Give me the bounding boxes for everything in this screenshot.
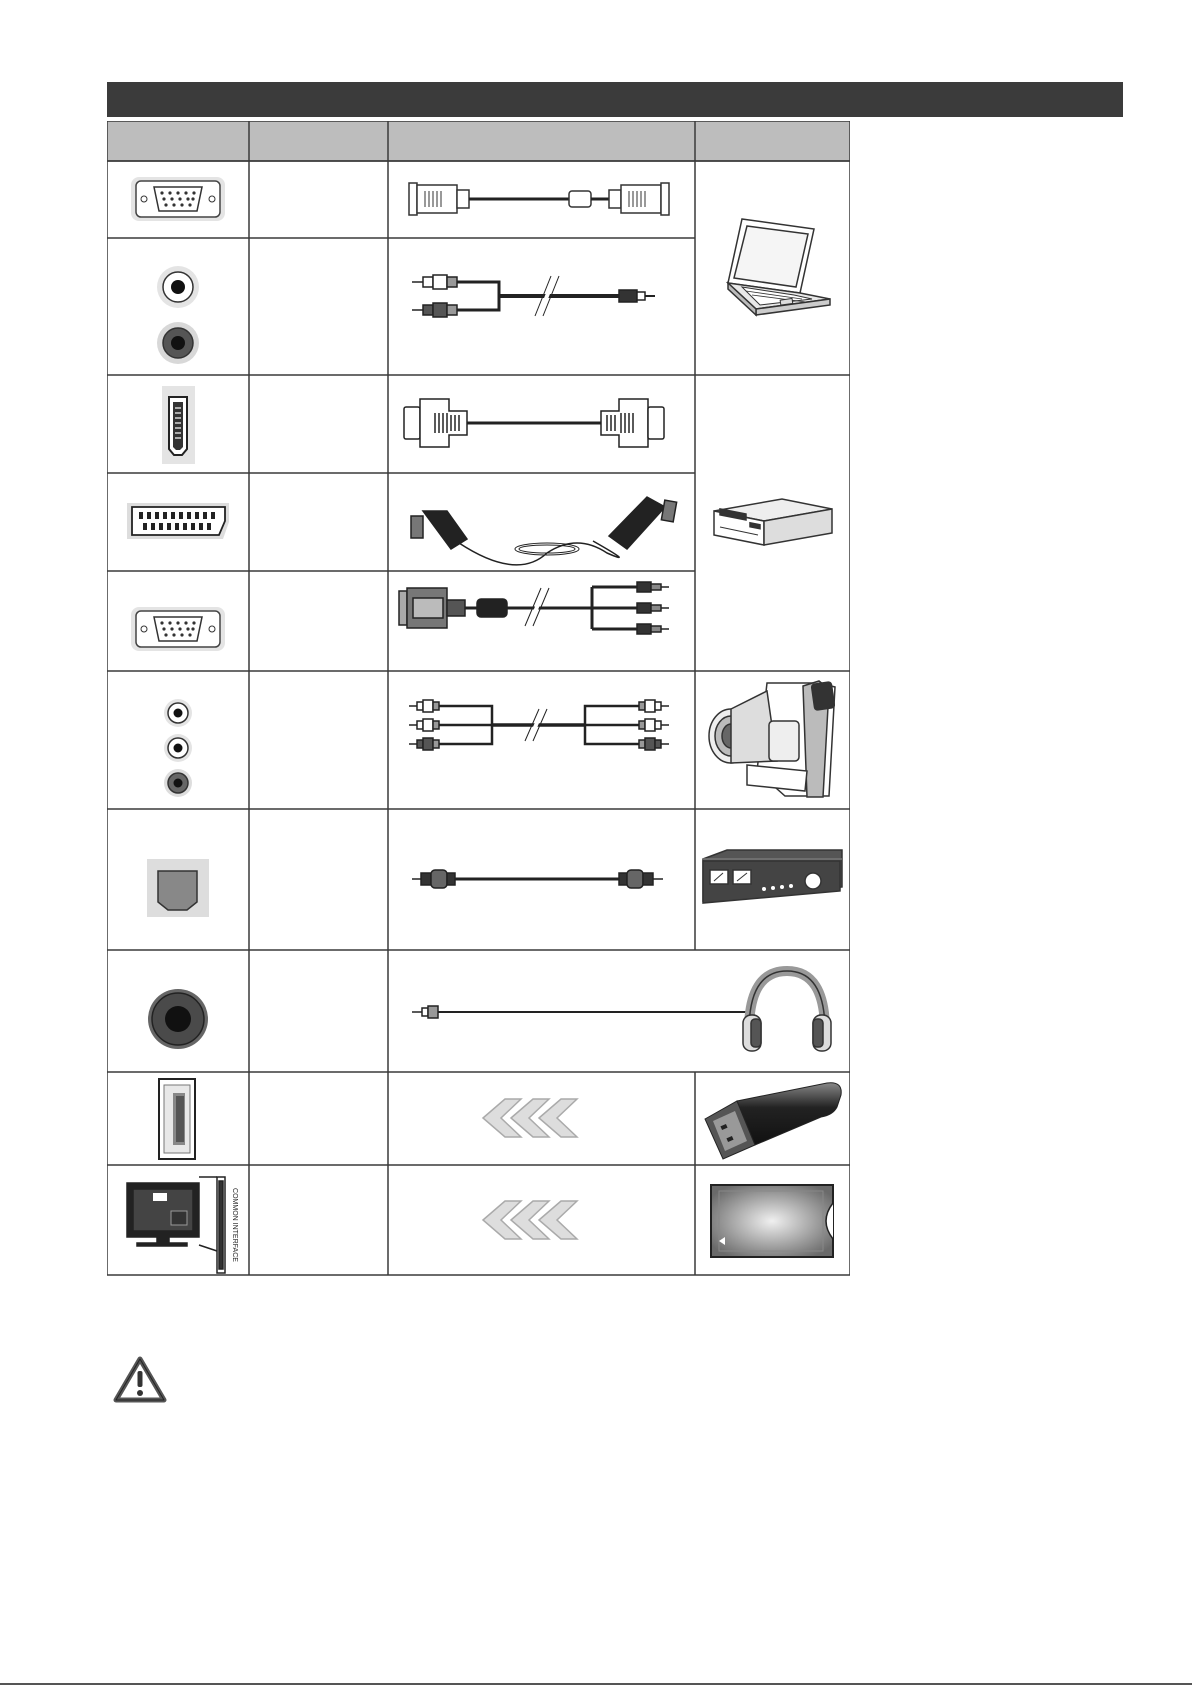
rca-to-minijack-cable-icon <box>412 275 655 317</box>
component-cable-icon <box>409 700 669 750</box>
hdmi-port-icon <box>162 386 195 464</box>
headphone-cable-icon <box>412 1006 757 1026</box>
rca-audio-jacks-icon <box>157 266 199 364</box>
amplifier-icon <box>703 850 842 903</box>
table-row <box>157 266 655 364</box>
scart-cable-icon <box>411 497 677 565</box>
usb-port-icon <box>159 1079 195 1159</box>
camcorder-icon <box>709 681 835 797</box>
headphone-jack-icon <box>148 989 208 1049</box>
hdmi-cable-icon <box>404 399 664 447</box>
vga-cable-icon <box>409 183 669 215</box>
vga-to-component-cable-icon <box>399 582 669 634</box>
svg-text:COMMON INTERFACE: COMMON INTERFACE <box>231 1188 238 1262</box>
ci-slot-icon <box>127 1177 238 1273</box>
table-row <box>127 497 677 565</box>
insert-arrows-icon <box>483 1201 577 1239</box>
table-row <box>131 177 669 221</box>
table-header <box>107 121 850 161</box>
optical-port-icon <box>147 859 209 917</box>
title-bar <box>107 82 1123 117</box>
vga-port-icon <box>131 607 225 651</box>
table-row <box>131 582 669 651</box>
ci-module-icon <box>711 1185 833 1257</box>
vga-port-icon <box>131 177 225 221</box>
table-row <box>162 386 664 464</box>
optical-cable-icon <box>412 870 663 888</box>
usb-stick-icon <box>705 1083 841 1159</box>
dvd-player-icon <box>714 499 832 545</box>
scart-port-icon <box>127 503 229 539</box>
table-row <box>127 1177 833 1273</box>
table-row <box>164 681 835 797</box>
component-jacks-icon <box>164 699 192 797</box>
table-row <box>147 850 842 917</box>
connection-table <box>107 121 850 1276</box>
headphones-icon <box>743 971 831 1051</box>
table-row <box>159 1079 841 1159</box>
laptop-icon <box>728 219 830 315</box>
table-row <box>148 971 831 1051</box>
insert-arrows-icon <box>483 1099 577 1137</box>
warning-icon <box>112 1355 168 1405</box>
